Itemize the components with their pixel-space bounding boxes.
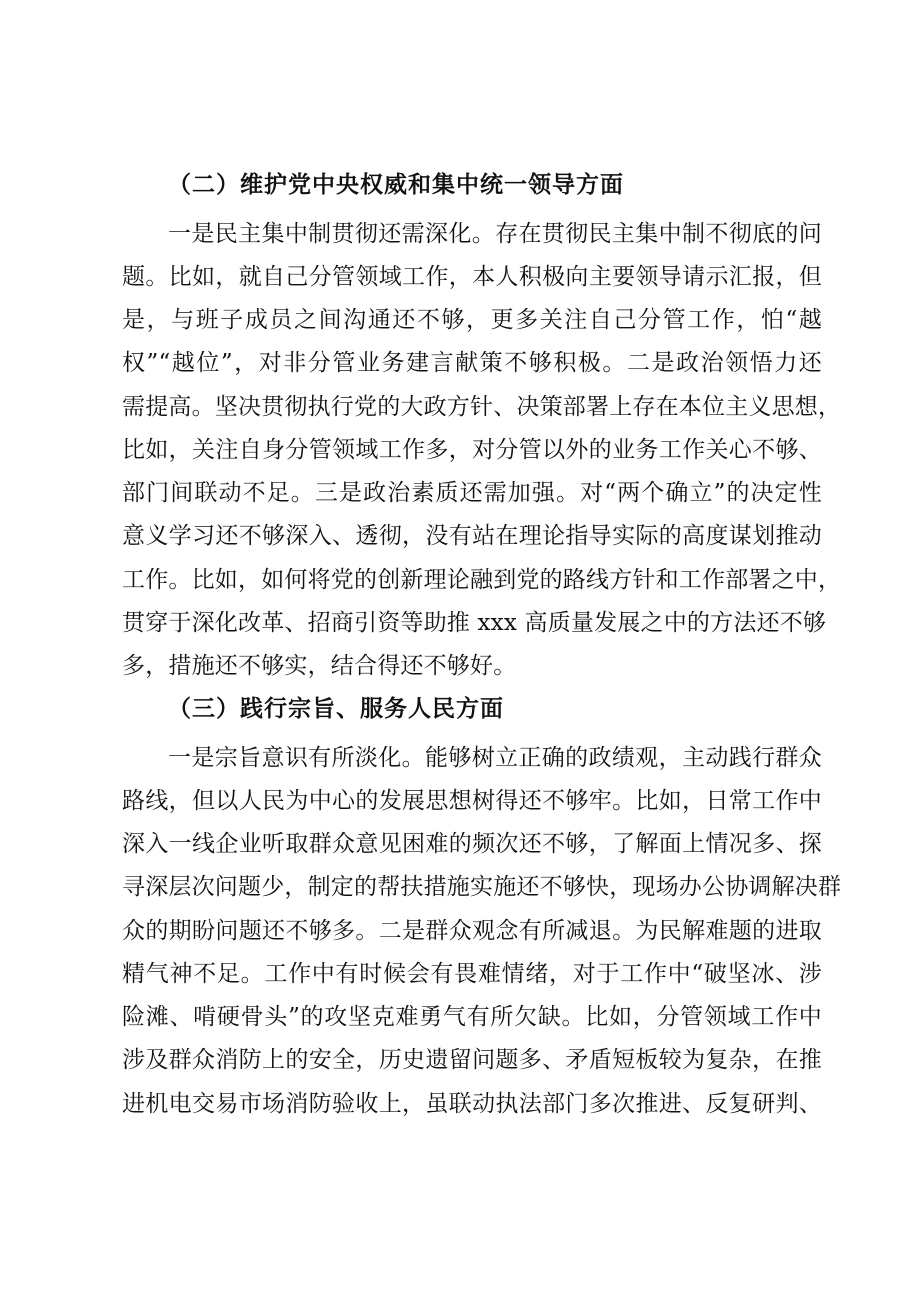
- paragraph-line: 题。比如，就自己分管领域工作，本人积极向主要领导请示汇报，但: [122, 264, 822, 290]
- paragraph-line: 寻深层次问题少，制定的帮扶措施实施还不够快，现场办公协调解决群: [122, 874, 842, 900]
- paragraph-line: 精气神不足。工作中有时候会有畏难情绪，对于工作中“破坚冰、涉: [122, 961, 822, 987]
- paragraph-line: 权”“越位”，对非分管业务建言献策不够积极。二是政治领悟力还: [122, 350, 822, 376]
- section-heading-3: （三）践行宗旨、服务人民方面: [168, 696, 504, 722]
- paragraph-line: 是，与班子成员之间沟通还不够，更多关注自己分管工作，怕“越: [122, 307, 822, 333]
- section-heading-2: （二）维护党中央权威和集中统一领导方面: [168, 172, 624, 198]
- paragraph-line: 一是宗旨意识有所淡化。能够树立正确的政绩观，主动践行群众: [168, 745, 822, 771]
- paragraph-line: 意义学习还不够深入、透彻，没有站在理论指导实际的高度谋划推动: [122, 523, 822, 549]
- paragraph-line: 比如，关注自身分管领域工作多，对分管以外的业务工作关心不够、: [122, 437, 822, 463]
- paragraph-line: 众的期盼问题还不够多。二是群众观念有所减退。为民解难题的进取: [122, 918, 822, 944]
- paragraph-line: 贯穿于深化改革、招商引资等助推 xxx 高质量发展之中的方法还不够: [122, 610, 827, 636]
- paragraph-line: 路线，但以人民为中心的发展思想树得还不够牢。比如，日常工作中: [122, 788, 822, 814]
- paragraph-line: 险滩、啃硬骨头”的攻坚克难勇气有所欠缺。比如，分管领域工作中: [122, 1004, 822, 1030]
- paragraph-line: 深入一线企业听取群众意见困难的频次还不够，了解面上情况多、探: [122, 831, 822, 857]
- paragraph-line: 部门间联动不足。三是政治素质还需加强。对“两个确立”的决定性: [122, 480, 822, 506]
- paragraph-line: 工作。比如，如何将党的创新理论融到党的路线方针和工作部署之中，: [122, 567, 842, 593]
- paragraph-line: 多，措施还不够实，结合得还不够好。: [122, 653, 517, 679]
- paragraph-line: 一是民主集中制贯彻还需深化。存在贯彻民主集中制不彻底的问: [168, 221, 822, 247]
- paragraph-line: 需提高。坚决贯彻执行党的大政方针、决策部署上存在本位主义思想，: [122, 394, 842, 420]
- paragraph-line: 涉及群众消防上的安全，历史遗留问题多、矛盾短板较为复杂，在推: [122, 1047, 822, 1073]
- paragraph-line: 进机电交易市场消防验收上，虽联动执法部门多次推进、反复研判、: [122, 1091, 822, 1117]
